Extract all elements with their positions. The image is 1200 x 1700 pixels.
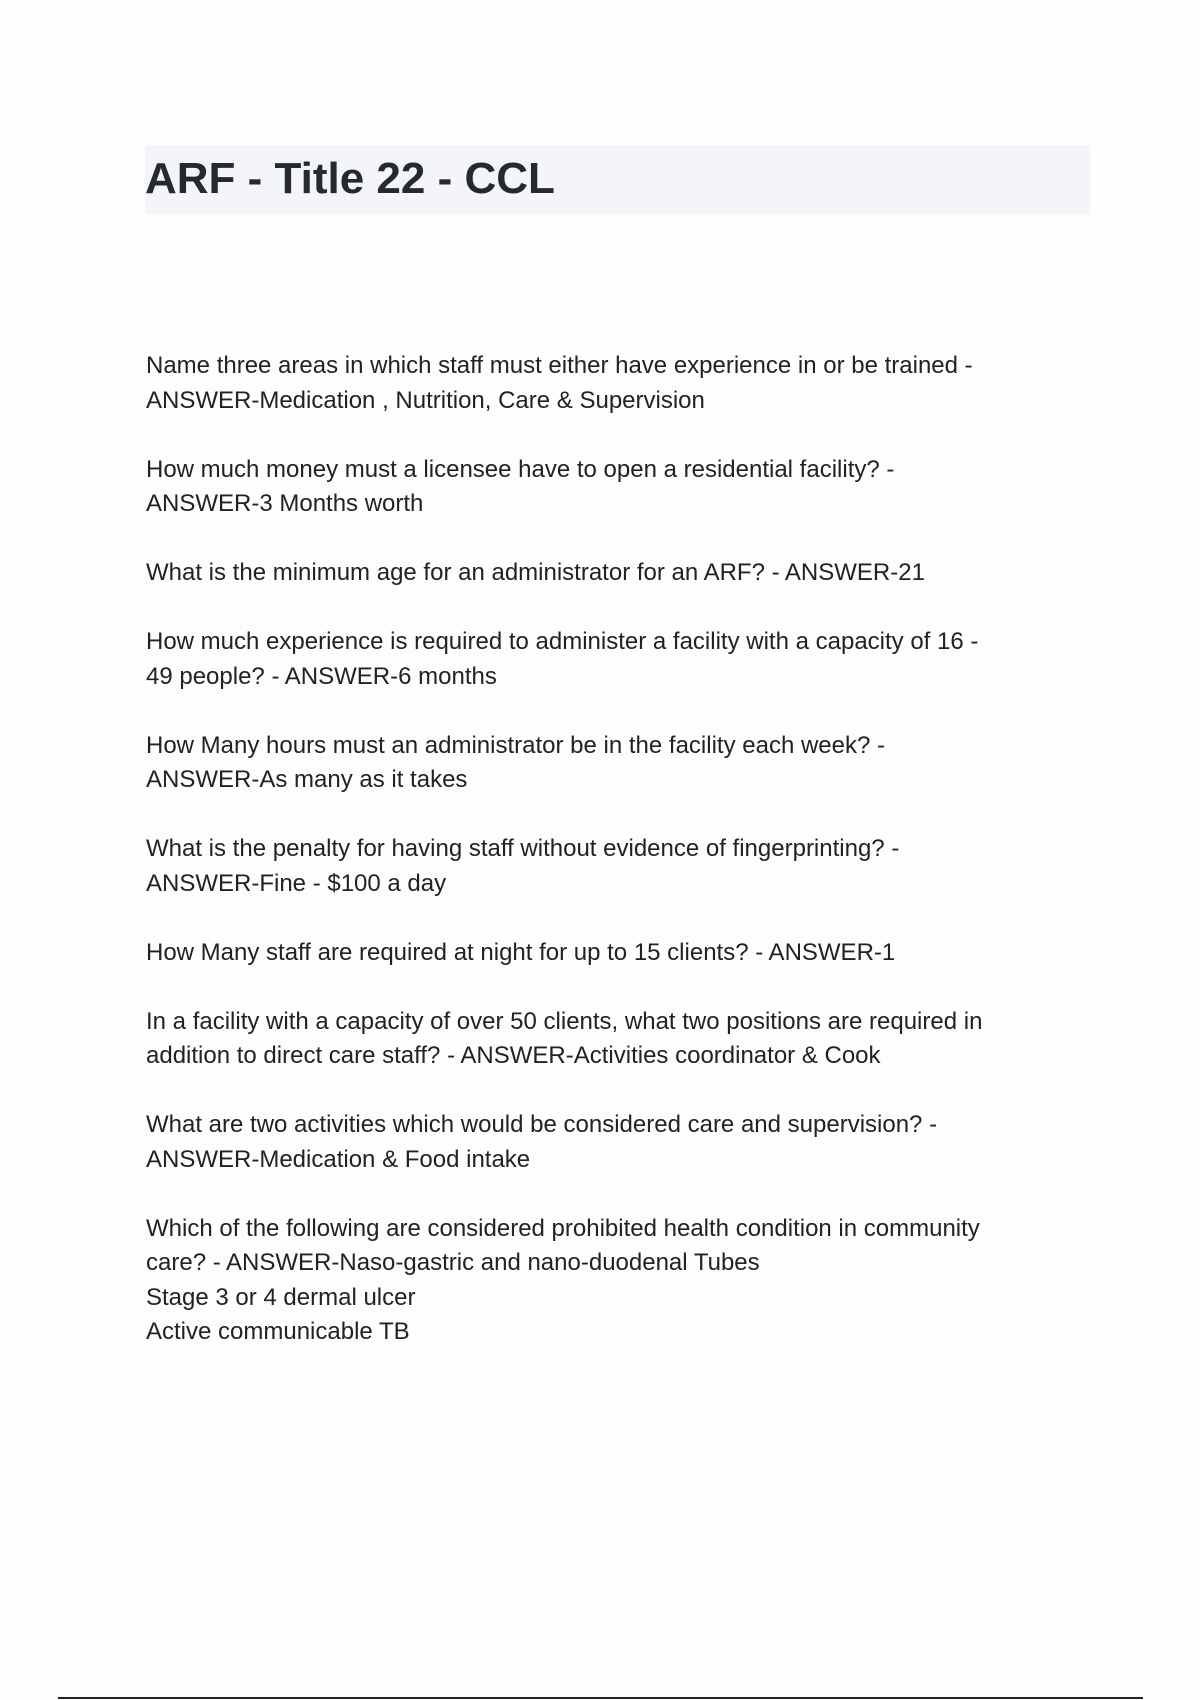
qa-line: What are two activities which would be considered care and supervision? -	[146, 1111, 938, 1138]
qa-item	[146, 556, 1096, 591]
qa-item	[146, 729, 1096, 798]
qa-line: addition to direct care staff? - ANSWER-Activities coordinator & Cook	[146, 1042, 881, 1069]
qa-line: 49 people? - ANSWER-6 months	[146, 662, 497, 690]
title-banner	[145, 145, 1090, 214]
qa-line: ANSWER-3 Months worth	[146, 490, 424, 517]
qa-item	[146, 453, 1096, 522]
qa-line: ANSWER-Fine - $100 a day	[146, 869, 447, 897]
qa-line: How Many staff are required at night for up to 15 clients? - ANSWER-1	[146, 938, 896, 966]
qa-line: care? - ANSWER-Naso-gastric and nano-duodenal Tubes	[146, 1249, 760, 1276]
qa-line: What is the penalty for having staff without evidence of fingerprinting? -	[146, 835, 900, 862]
qa-line: ANSWER-As many as it takes	[146, 766, 468, 793]
qa-line: Active communicable TB	[146, 1318, 410, 1345]
qa-line: Name three areas in which staff must either have experience in or be trained -	[146, 352, 973, 379]
qa-item	[146, 832, 1096, 901]
qa-line: ANSWER-Medication & Food intake	[146, 1145, 531, 1173]
qa-item	[146, 1005, 1096, 1074]
qa-line: Stage 3 or 4 dermal ulcer	[146, 1283, 416, 1311]
qa-item	[146, 349, 1096, 418]
qa-item	[146, 1212, 1096, 1350]
qa-line: How Many hours must an administrator be in the facility each week? -	[146, 731, 885, 759]
qa-line: ANSWER-Medication , Nutrition, Care & Supervision	[146, 386, 705, 414]
qa-list	[146, 349, 1096, 1384]
qa-line: How much money must a licensee have to open a residential facility? -	[146, 455, 895, 483]
qa-item	[146, 625, 1096, 694]
page-bottom-rule	[58, 1697, 1143, 1699]
qa-line: In a facility with a capacity of over 50 clients, what two positions are required in	[146, 1007, 983, 1035]
qa-line: Which of the following are considered prohibited health condition in community	[146, 1214, 980, 1242]
document-title: ARF - Title 22 - CCL	[145, 154, 555, 203]
qa-item	[146, 936, 1096, 971]
qa-line: What is the minimum age for an administrator for an ARF? - ANSWER-21	[146, 559, 925, 586]
qa-line: How much experience is required to administer a facility with a capacity of 16 -	[146, 628, 979, 655]
qa-item	[146, 1108, 1096, 1177]
